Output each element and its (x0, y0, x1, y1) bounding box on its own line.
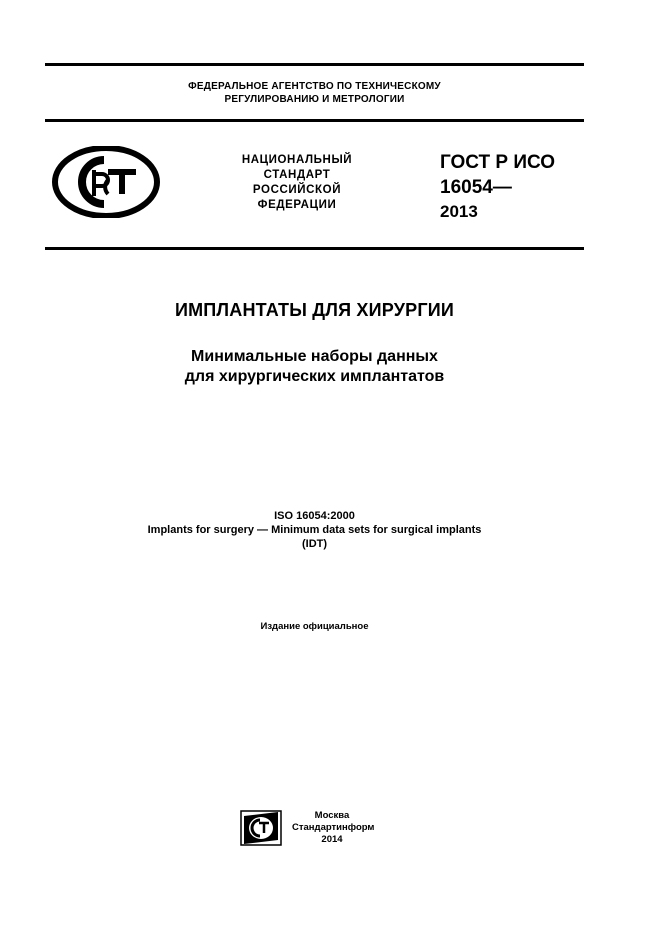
national-line-4: ФЕДЕРАЦИИ (257, 199, 337, 211)
publisher-city: Москва (314, 810, 350, 821)
gost-line-2: 16054— (440, 177, 512, 198)
publisher-name: Стандартинформ (292, 822, 375, 833)
subtitle-line-2: для хирургических имплантатов (184, 368, 445, 385)
iso-english-title: Implants for surgery — Minimum data sets for surgical implants (147, 524, 482, 536)
gost-line-1: ГОСТ Р ИСО (440, 152, 556, 173)
gost-year: 2013 (440, 202, 478, 221)
lower-rule (45, 247, 584, 250)
upper-rule (45, 119, 584, 122)
gost-r-logo-icon (52, 146, 160, 218)
agency-line-1: ФЕДЕРАЛЬНОЕ АГЕНТСТВО ПО ТЕХНИЧЕСКОМУ (188, 81, 441, 92)
edition-label: Издание официальное (260, 621, 369, 632)
agency-line-2: РЕГУЛИРОВАНИЮ И МЕТРОЛОГИИ (224, 94, 405, 105)
publisher-info (292, 810, 375, 846)
iso-code: ISO 16054:2000 (274, 510, 355, 522)
standartinform-logo-icon (240, 810, 282, 846)
iso-degree: (IDT) (301, 538, 328, 550)
national-line-1: НАЦИОНАЛЬНЫЙ (241, 154, 353, 166)
subtitle-line-1: Минимальные наборы данных (191, 348, 438, 365)
top-rule (45, 63, 584, 66)
document-title: ИМПЛАНТАТЫ ДЛЯ ХИРУРГИИ (174, 300, 455, 320)
publisher-year: 2014 (321, 834, 343, 845)
national-line-2: СТАНДАРТ (263, 169, 331, 181)
national-line-3: РОССИЙСКОЙ (252, 184, 342, 196)
agency-header (45, 80, 584, 106)
document-subtitle (45, 347, 584, 387)
iso-reference (45, 509, 584, 551)
gost-designation (440, 150, 555, 224)
national-standard-label (222, 153, 372, 213)
